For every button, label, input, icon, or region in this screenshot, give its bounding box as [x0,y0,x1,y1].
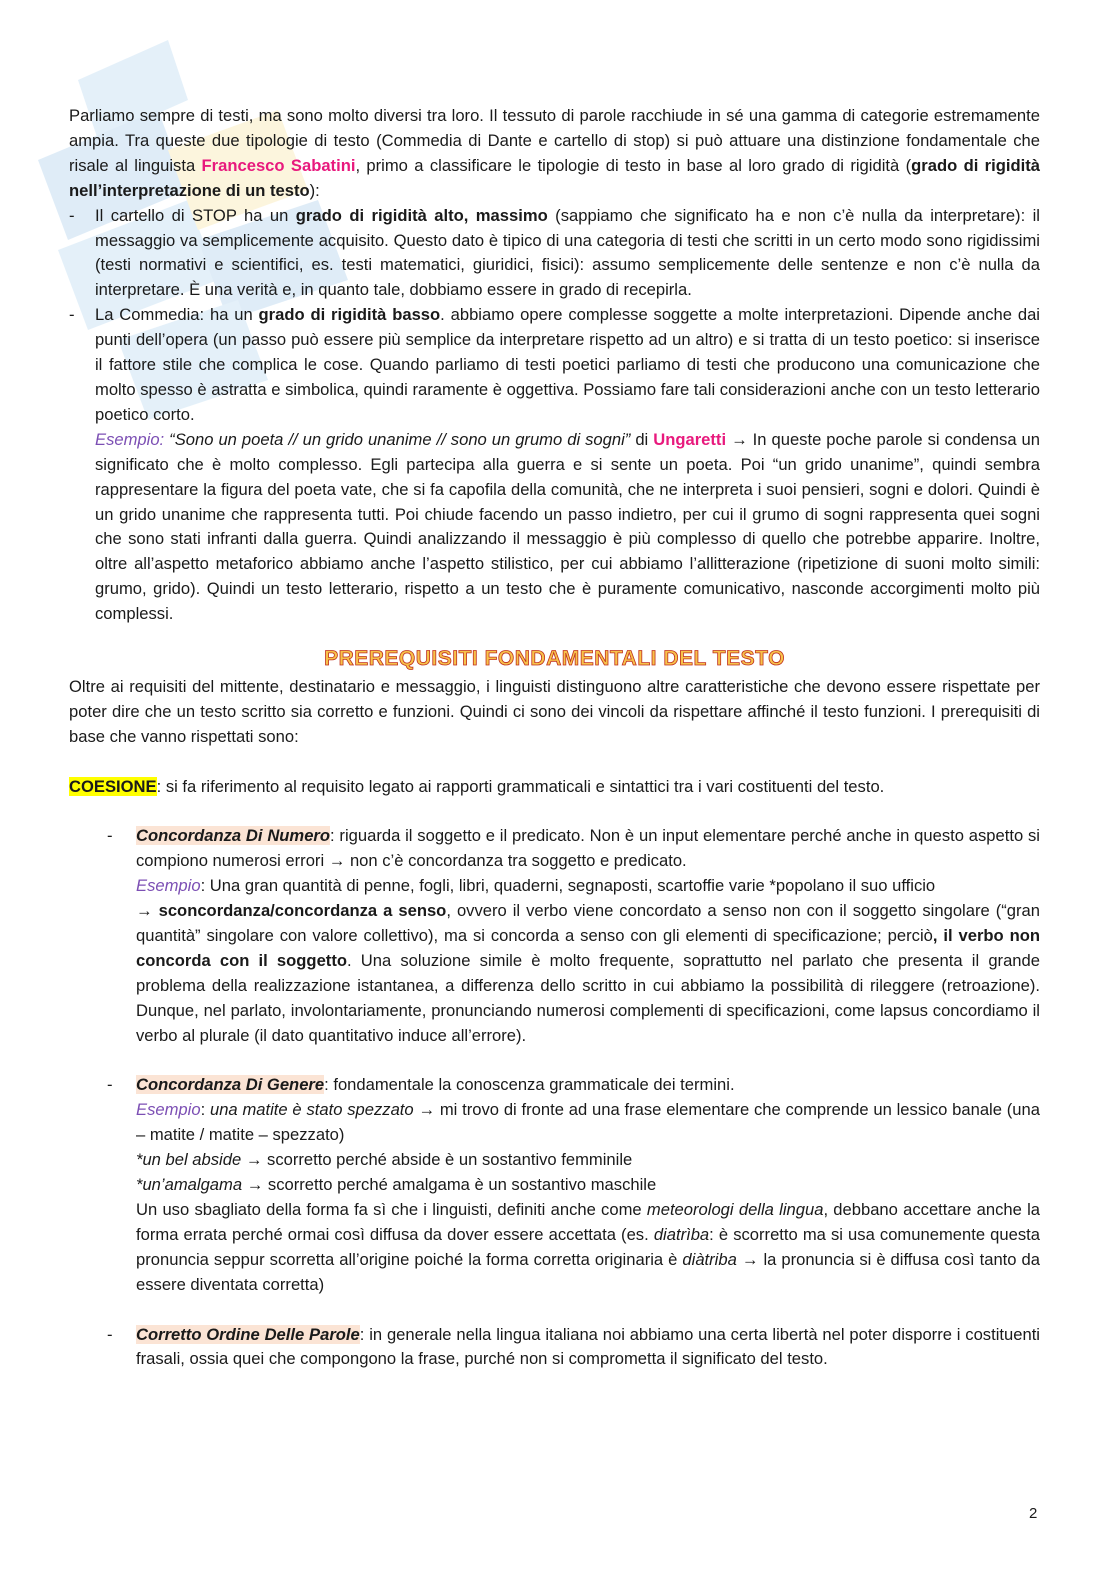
arrow-right-icon: → [328,851,346,871]
arrow-right-icon: → [418,1100,436,1120]
arrow-right-icon: → [246,1175,264,1195]
coesione-label: COESIONE [69,776,157,796]
example-label: Esempio [136,1100,201,1120]
author-ungaretti: Ungaretti [653,429,727,449]
section-intro: Oltre ai requisiti del mittente, destinatario e messaggio, i linguisti distinguono altre caratteristiche che devono essere rispettate per poter dire che un testo scritto sia corretto e funzioni. Quindi ci sono dei vincoli da rispettare affinché il testo funzioni. I prerequisiti di base che vanno rispettati sono: [69,677,1040,746]
arrow-right-icon: → [136,901,153,921]
arrow-right-icon: → [731,429,748,449]
arrow-right-icon: → [245,1150,263,1170]
intro-paragraph: Parliamo sempre di testi, ma sono molto diversi tra loro. Il tessuto di parole racchiude in sé una gamma di categorie estremamente ampia. Tra queste due tipologie di testo (Commedia di Dante e cartello di stop) si può attuare una distinzione fondamentale che risale al linguista Francesco Sabatini, primo a classificare le tipologie di testo in base al loro grado di rigidità (grado di rigidità nell’interpretazione di un testo): [69,106,1041,200]
list-item-commedia: - La Commedia: ha un grado di rigidità basso. abbiamo opere complesse soggette a molte interpretazioni. Dipende anche dai punti dell’opera (un passo può essere più semplice da interpretare rispetto ad un altro) e si tratta di un testo poetico: si inserisce il fattore stile che complica le cose. Quando parliamo di testi poetici parliamo di testi che producono una comunicazione che molto spesso è astratta e simbolica, quindi raramente è oggettiva. Possiamo fare tali considerazioni anche con un testo letterario poetico corto. Esempio: “Sono un poeta // un grido unanime // sono un grumo di sogni” di Ungaretti → In queste poche parole si condensa un significato che è molto complesso. Egli partecipa alla guerra e si sente un poeta. Poi “un grido unanime”, quindi sembra rappresentare la figura del poeta vate, che si fa capofila della comunità, che ne interpreta i suoi pensieri, sogni e dolori. Quindi è un grido unanime che rappresenta tutti. Poi chiude facendo un passo indietro, per cui il grumo di sogni rappresenta quei sogni che sono stati infranti dalla guerra. Quindi analizzando il messaggio è più complesso di quello che potrebbe apparire. Inoltre, oltre all’aspetto metaforico abbiamo anche l’aspetto stilistico, per cui abbiamo l’allitterazione (ripetizione di suoni molto simili: grumo, grido). Quindi un testo letterario, rispetto a un testo che è puramente comunicativo, nasconde accorgimenti molto più complessi. [69,305,1040,624]
page-number: 2 [1029,1505,1038,1522]
section-title: PREREQUISITI FONDAMENTALI DEL TESTO [324,647,785,671]
example-label: Esempio: [95,429,165,449]
main-content [69,104,1040,1372]
list-item-numero: - Concordanza Di Numero: riguarda il soggetto e il predicato. Non è un input elementare perché anche in questo aspetto si compiono numerosi errori → non c’è concordanza tra soggetto e predicato. Esempio: Una gran quantità di penne, fogli, libri, quaderni, segnaposti, scartoffie varie *popolano il suo ufficio → sconcordanza/concordanza a senso, ovvero il verbo viene concordato a senso non con il soggetto singolare (“gran quantità” singolare con valore collettivo), ma si concorda a senso con gli elementi di specificazione; perciò, il verbo non concorda con il soggetto. Una soluzione simile è molto frequente, soprattutto nel parlato che presenta il grande problema della realizzazione istantanea, a differenza dello scritto in cui abbiamo la possibilità di rileggere (retroazione). Dunque, nel parlato, involontariamente, pronunciando numerosi complementi di specificazioni, come lapsus concordiamo il verbo al plurale (il dato quantitativo induce all’errore). [107,826,1040,1045]
author-sabatini: Francesco Sabatini [201,155,356,175]
coesione-paragraph: COESIONE: si fa riferimento al requisito legato ai rapporti grammaticali e sintattici tra i vari costituenti del testo. [69,776,885,796]
example-label: Esempio [136,876,201,896]
arrow-right-icon: → [741,1249,759,1269]
list-item-genere: - Concordanza Di Genere: fondamentale la conoscenza grammaticale dei termini. Esempio: una matite è stato spezzato → mi trovo di fronte ad una frase elementare che comprende un lessico banale (una – matite / matite – spezzato) *un bel abside → scorretto perché abside è un sostantivo femminile *un’amalgama → scorretto perché amalgama è un sostantivo maschile Un uso sbagliato della forma fa sì che i linguisti, definiti anche come meteorologi della lingua, debbano accettare anche la forma errata perché ormai così diffusa da dover essere accettata (es. diatrìba: è scorretto ma si usa comunemente questa pronuncia seppur scorretta all’origine poiché la forma corretta originaria è diàtriba → la pronuncia si è diffusa così tanto da essere diventata corretta) [107,1075,1040,1294]
list-item-ordine: - Corretto Ordine Delle Parole: in generale nella lingua italiana noi abbiamo una certa libertà nel poter disporre i costituenti frasali, ossia quei che compongono la frase, purché non si comprometta il significato del testo. [107,1324,1040,1369]
list-item-stop: - Il cartello di STOP ha un grado di rigidità alto, massimo (sappiamo che significato ha e non c’è nulla da interpretare): il messaggio va semplicemente acquisito. Questo dato è tipico di una categoria di testi che scritti in un certo modo sono rigidissimi (testi normativi e scientifici, es. testi matematici, giuridici, fisici): assumo semplicemente delle sentenze e non c’è nulla da interpretare. È una verità e, in quanto tale, dobbiamo essere in grado di recepirla. [69,205,1040,300]
